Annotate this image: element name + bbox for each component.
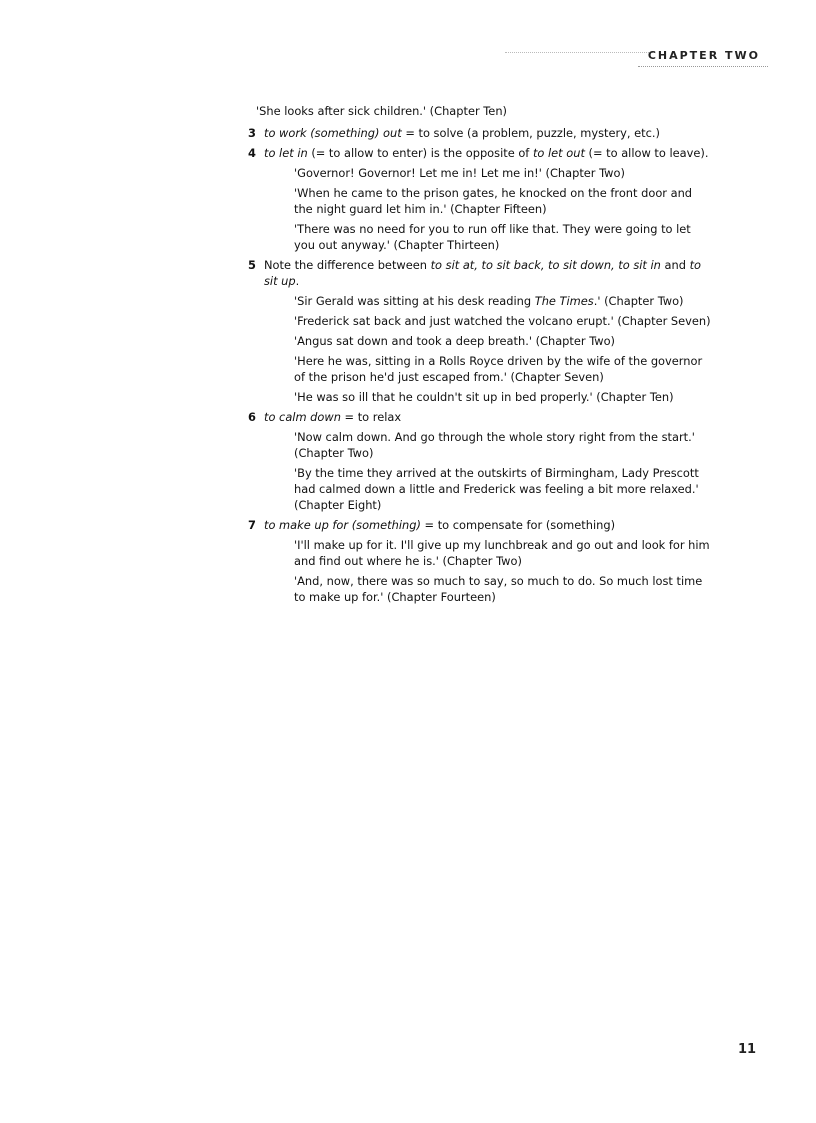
item-definition-text: = to relax: [340, 410, 402, 424]
example-quote: 'I'll make up for it. I'll give up my lunchbreak and go out and look for him and find out where he is.' (Chapter Two): [294, 538, 710, 568]
header-decoration: [505, 52, 655, 53]
quote-text: .' (Chapter Two): [593, 294, 684, 308]
item-definition: [264, 517, 714, 533]
example-quote: 'There was no need for you to run off like that. They were going to let you out anyway.' (Chapter Thirteen): [294, 222, 691, 252]
vocab-item-3: [244, 125, 714, 141]
item-and-text: and: [660, 258, 690, 272]
item-definition: [264, 145, 714, 161]
page-number: 11: [738, 1042, 757, 1057]
item-term: to make up for (something): [264, 518, 421, 532]
example-quote: 'Now calm down. And go through the whole story right from the start.' (Chapter Two): [294, 430, 695, 460]
example-quote: 'Frederick sat back and just watched the volcano erupt.' (Chapter Seven): [294, 314, 711, 328]
vocab-item-6: [244, 409, 714, 513]
newspaper-title: The Times: [534, 294, 594, 308]
item-definition: [264, 125, 714, 141]
page-content: [244, 103, 714, 609]
quote-top: 'She looks after sick children.' (Chapter Ten): [256, 104, 507, 118]
item-number: 6: [248, 410, 256, 424]
item-number: 5: [248, 258, 256, 272]
item-definition: [264, 257, 714, 289]
item-term: to let in: [264, 146, 308, 160]
item-term: to work (something) out: [264, 126, 402, 140]
example-quote: 'And, now, there was so much to say, so much to do. So much lost time to make up for.' (Chapter Fourteen): [294, 574, 703, 604]
quote-text: 'Sir Gerald was sitting at his desk reading: [294, 294, 535, 308]
item-number: 7: [248, 518, 256, 532]
item-definition-text: = to solve (a problem, puzzle, mystery, etc.): [401, 126, 660, 140]
item-term-secondary: to let out: [532, 146, 585, 160]
item-term: to calm down: [264, 410, 341, 424]
item-end-text: .: [295, 274, 300, 288]
item-definition-text: = to compensate for (something): [420, 518, 616, 532]
vocab-item-5: [244, 257, 714, 405]
example-quote: 'He was so ill that he couldn't sit up in bed properly.' (Chapter Ten): [294, 390, 674, 404]
example-quote: 'Angus sat down and took a deep breath.' (Chapter Two): [294, 334, 615, 348]
example-quote: 'Governor! Governor! Let me in! Let me in!' (Chapter Two): [294, 166, 625, 180]
item-lead-text: Note the difference between: [264, 258, 431, 272]
item-number: 3: [248, 126, 256, 140]
example-quote: [264, 293, 714, 309]
item-number: 4: [248, 146, 256, 160]
vocab-item-7: [244, 517, 714, 605]
item-terms: to sit at, to sit back, to sit down, to sit in: [430, 258, 661, 272]
vocab-item-4: [244, 145, 714, 253]
example-quote: 'Here he was, sitting in a Rolls Royce driven by the wife of the governor of the prison he'd just escaped from.' (Chapter Seven): [294, 354, 703, 384]
item-definition-text: (= to allow to enter) is the opposite of: [307, 146, 533, 160]
item-definition-text-secondary: (= to allow to leave).: [584, 146, 709, 160]
item-definition: [264, 409, 714, 425]
header-rule: [638, 66, 768, 67]
example-quote: 'When he came to the prison gates, he knocked on the front door and the night guard let him in.' (Chapter Fifteen): [294, 186, 693, 216]
example-quote: 'By the time they arrived at the outskirts of Birmingham, Lady Prescott had calmed down a little and Frederick was feeling a bit more relaxed.' (Chapter Eight): [294, 466, 699, 512]
item-term-last: to sit up: [264, 258, 702, 288]
chapter-header: CHAPTER TWO: [647, 49, 760, 62]
